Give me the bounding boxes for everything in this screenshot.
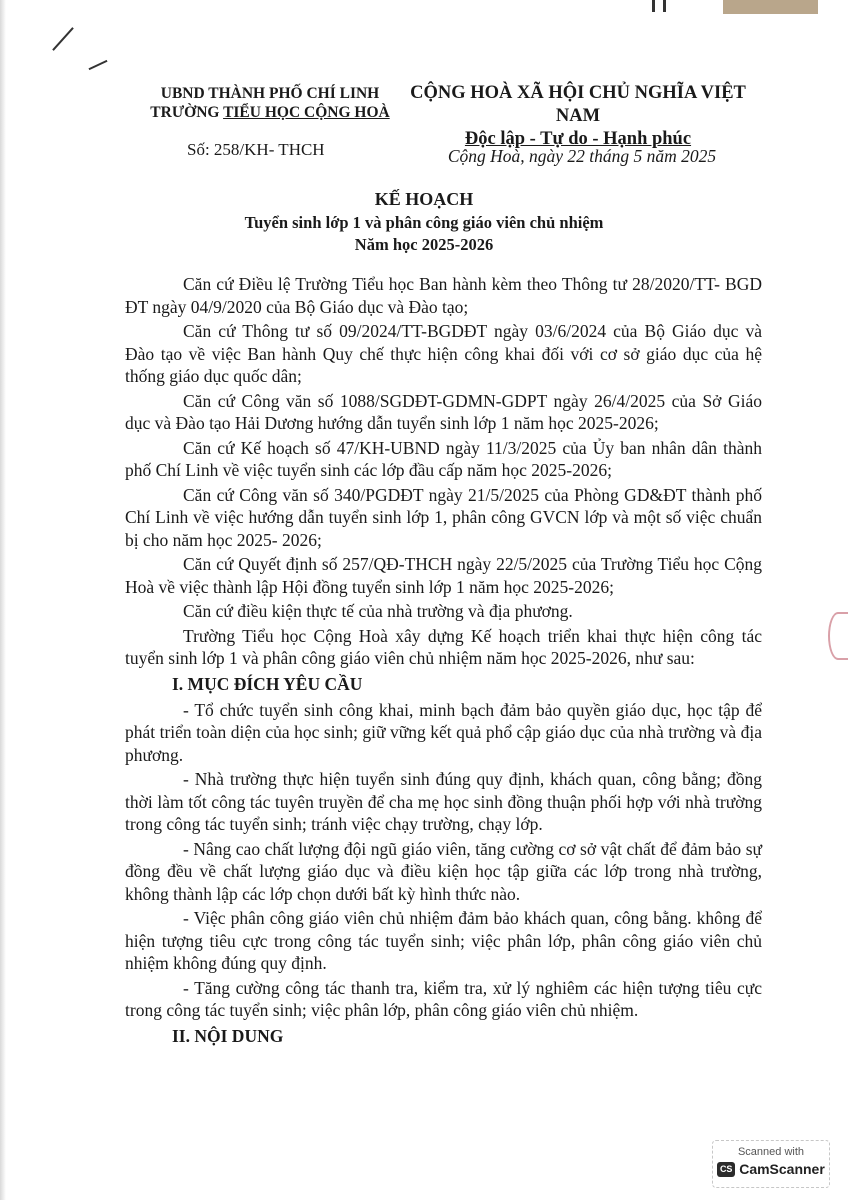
section-heading: II. NỘI DUNG bbox=[172, 1025, 284, 1046]
document-number: Số: 258/KH- THCH bbox=[187, 140, 325, 159]
authority-line-2-underlined: TIỂU HỌC CỘNG HOÀ bbox=[223, 104, 390, 121]
scanned-with-label: Scanned with bbox=[737, 1146, 805, 1158]
legal-basis-paragraph: Căn cứ Quyết định số 257/QĐ-THCH ngày 22/5/2025 của Trường Tiểu học Cộng Hoà về việc thành lập Hội đồng tuyển sinh lớp 1 năm học 2025-2026; bbox=[125, 554, 762, 597]
document-title: KẾ HOẠCH bbox=[374, 189, 474, 209]
document-title-block bbox=[100, 187, 748, 256]
issuing-authority bbox=[140, 84, 400, 122]
authority-line-1: UBND THÀNH PHỐ CHÍ LINH bbox=[160, 85, 380, 102]
camscanner-name: CamScanner bbox=[739, 1161, 825, 1177]
requirement-item: - Nhà trường thực hiện tuyển sinh đúng quy định, khách quan, công bằng; đồng thời làm tốt công tác tuyên truyền để cha mẹ học sinh đồng thuận phối hợp với nhà trường trong công tác tuyển sinh; tránh việc chạy trường, chạy lớp. bbox=[125, 769, 762, 834]
legal-basis-paragraph: Căn cứ Công văn số 340/PGDĐT ngày 21/5/2025 của Phòng GD&ĐT thành phố Chí Linh về việc hướng dẫn tuyển sinh lớp 1, phân công GVCN lớp và một số việc chuẩn bị cho năm học 2025- 2026; bbox=[125, 484, 762, 550]
document-subtitle: Tuyển sinh lớp 1 và phân công giáo viên chủ nhiệm bbox=[244, 213, 604, 232]
intro-paragraph: Trường Tiểu học Cộng Hoà xây dựng Kế hoạch triển khai thực hiện công tác tuyển sinh lớp 1 và phân công giáo viên chủ nhiệm năm học 2025-2026, như sau: bbox=[125, 625, 762, 668]
authority-line-2-prefix: TRƯỜNG bbox=[150, 104, 224, 121]
requirement-item: - Nâng cao chất lượng đội ngũ giáo viên, tăng cường cơ sở vật chất để đảm bảo sự đồng đều về chất lượng giáo dục và điều kiện học tập giữa các lớp trong nhà trường, không thành lập các lớp chọn dưới bất kỳ hình thức nào. bbox=[125, 838, 762, 904]
legal-basis-paragraph: Căn cứ Công văn số 1088/SGDĐT-GDMN-GDPT ngày 26/4/2025 của Sở Giáo dục và Đào tạo Hải Dương hướng dẫn tuyển sinh lớp 1 năm học 2025-2026; bbox=[125, 390, 762, 433]
section-heading: I. MỤC ĐÍCH YÊU CẦU bbox=[172, 673, 363, 694]
school-year: Năm học 2025-2026 bbox=[354, 235, 494, 254]
camscanner-watermark bbox=[712, 1140, 830, 1188]
pen-mark bbox=[52, 27, 74, 51]
document-body bbox=[125, 273, 762, 1051]
scan-artifact-strip bbox=[723, 0, 818, 14]
legal-basis-paragraph: Căn cứ Kế hoạch số 47/KH-UBND ngày 11/3/2025 của Ủy ban nhân dân thành phố Chí Linh về việc tuyển sinh các lớp đầu cấp năm học 2025-2026; bbox=[125, 437, 762, 480]
scan-edge-shadow bbox=[0, 0, 6, 1200]
red-stamp-edge bbox=[828, 612, 848, 660]
requirement-item: - Tổ chức tuyển sinh công khai, minh bạch đảm bảo quyền giáo dục, học tập để phát triển toàn diện của học sinh; giữ vững kết quả phổ cập giáo dục của nhà trường và địa phương. bbox=[125, 699, 762, 765]
requirement-item: - Tăng cường công tác thanh tra, kiểm tra, xử lý nghiêm các hiện tượng tiêu cực trong công tác tuyển sinh; việc phân lớp, phân công giáo viên chủ nhiệm. bbox=[125, 977, 762, 1020]
scan-artifact-bars bbox=[652, 0, 666, 12]
camscanner-logo-row bbox=[713, 1161, 829, 1177]
authority-line-2 bbox=[140, 103, 400, 122]
legal-basis-paragraph: Căn cứ điều kiện thực tế của nhà trường và địa phương. bbox=[183, 601, 573, 621]
legal-basis-paragraph: Căn cứ Thông tư số 09/2024/TT-BGDĐT ngày 03/6/2024 của Bộ Giáo dục và Đào tạo về việc Ban hành Quy chế thực hiện công khai đối với cơ sở giáo dục của hệ thống giáo dục quốc dân; bbox=[125, 321, 762, 386]
requirement-item: - Việc phân công giáo viên chủ nhiệm đảm bảo khách quan, công bằng. không để hiện tượng tiêu cực trong công tác tuyển sinh; việc phân lớp, phân công giáo viên chủ nhiệm không đúng quy định. bbox=[125, 908, 762, 973]
camscanner-icon: CS bbox=[717, 1162, 735, 1177]
nation-name: CỘNG HOÀ XÃ HỘI CHỦ NGHĨA VIỆT NAM bbox=[410, 83, 746, 126]
national-motto: Độc lập - Tự do - Hạnh phúc bbox=[464, 129, 692, 149]
legal-basis-paragraph: Căn cứ Điều lệ Trường Tiểu học Ban hành kèm theo Thông tư 28/2020/TT- BGD ĐT ngày 04/9/2020 của Bộ Giáo dục và Đào tạo; bbox=[125, 274, 762, 317]
national-header bbox=[392, 82, 764, 151]
pen-tick bbox=[89, 60, 108, 70]
document-date: Cộng Hoà, ngày 22 tháng 5 năm 2025 bbox=[447, 146, 717, 166]
